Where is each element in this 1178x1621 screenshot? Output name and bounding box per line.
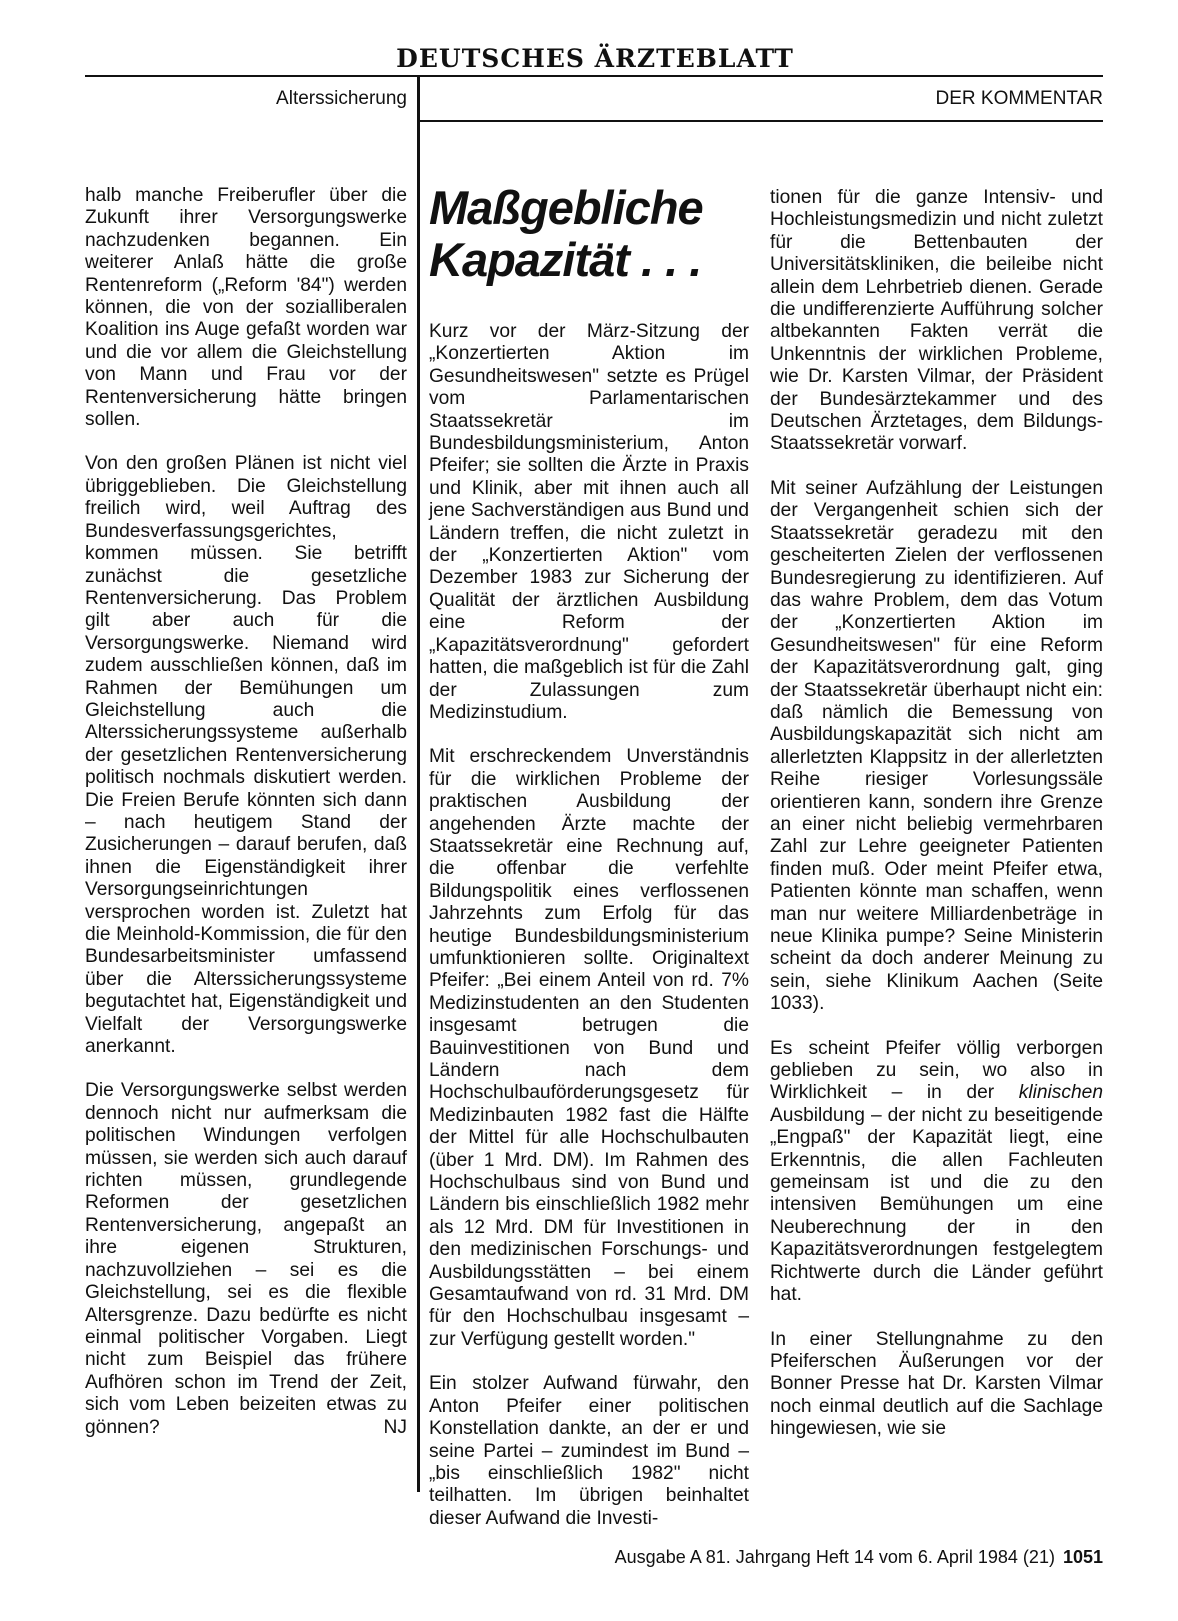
paragraph: In einer Stellungnahme zu den Pfeiferschen Äußerungen vor der Bonner Presse hat Dr. Karsten Vilmar noch einmal deutlich auf die Sachlage hingewiesen, wie sie — [770, 1328, 1103, 1440]
page-footer — [540, 1547, 1103, 1568]
author-signature: NJ — [383, 1416, 407, 1438]
masthead: DEUTSCHES ÄRZTEBLATT — [396, 44, 794, 73]
headline: Maßgebliche Kapazität . . . — [429, 181, 703, 286]
paragraph: Mit erschreckendem Unverständnis für die wirklichen Probleme der praktischen Ausbildung der angehenden Ärzte machte der Staatssekretär eine Rechnung auf, die offenbar die verfehlte Bildungspolitik eines verflossenen Jahrzehnts zum Erfolg für das heutige Bundesbildungsministerium umfunktionieren sollte. Originaltext Pfeifer: „Bei einem Anteil von rd. 7% Medizinstudenten an den Studenten insgesamt betrugen die Bauinvestitionen von Bund und Ländern nach dem Hochschulbauförderungsgesetz für Medizinbauten 1982 fast die Hälfte der Mittel für alle Hochschulbauten (über 1 Mrd. DM). Im Rahmen des Hochschulbaus sind von Bund und Ländern bis einschließlich 1982 mehr als 12 Mrd. DM für Investitionen in den medizinischen Forschungs- und Ausbildungsstätten – bei einem Gesamtaufwand von rd. 31 Mrd. DM für den Hochschulbau insgesamt – zur Verfügung gestellt worden." — [429, 746, 749, 1350]
column-middle — [429, 321, 749, 1552]
column-left — [85, 185, 407, 1461]
paragraph: Von den großen Plänen ist nicht viel übriggeblieben. Die Gleichstellung freilich wird, weil Auftrag des Bundesverfassungsgerichtes, kommen müssen. Sie betrifft zunächst die gesetzliche Rentenversicherung. Das Problem gilt aber auch für die Versorgungswerke. Niemand wird zudem ausschließen können, daß im Rahmen der Bemühungen um Gleichstellung auch die Alterssicherungssysteme außerhalb der gesetzlichen Rentenversicherung politisch nochmals diskutiert werden. Die Freien Berufe könnten sich dann – nach heutigem Stand der Zusicherungen – darauf berufen, daß ihnen die Eigenständigkeit ihrer Versorgungseinrichtungen versprochen worden ist. Zuletzt hat die Meinhold-Kommission, die für den Bundesarbeitsminister umfassend über die Alterssicherungssysteme begutachtet hat, Eigenständigkeit und Vielfalt der Versorgungswerke anerkannt. — [85, 453, 407, 1058]
paragraph-text: Ausbildung – der nicht zu beseitigende „Engpaß" der Kapazität liegt, eine Erkenntnis, die allen Fachleuten gemeinsam ist und die zu den intensiven Bemühungen um eine Neuberechnung der in den Kapazitätsverordnungen festgelegtem Richtwerte durch die Länder geführt hat. — [770, 1104, 1103, 1306]
section-label-left: Alterssicherung — [276, 88, 407, 109]
page-number: 1051 — [1062, 1547, 1103, 1567]
issue-info: Ausgabe A 81. Jahrgang Heft 14 vom 6. April 1984 (21) — [614, 1547, 1055, 1567]
paragraph: tionen für die ganze Intensiv- und Hochleistungsmedizin und nicht zuletzt für die Bettenbauten der Universitätskliniken, die beileibe nicht allein dem Lehrbetrieb dienen. Gerade die undifferenzierte Aufführung solcher altbekannten Fakten verrät die Unkenntnis der wirklichen Probleme, wie Dr. Karsten Vilmar, der Präsident der Bundesärztekammer und des Deutschen Ärztetages, dem Bildungs-Staatssekretär vorwarf. — [770, 187, 1103, 455]
section-label-right: DER KOMMENTAR — [935, 88, 1103, 109]
paragraph — [770, 1038, 1103, 1307]
column-right — [770, 187, 1103, 1463]
paragraph: Ein stolzer Aufwand fürwahr, den Anton Pfeifer einer politischen Konstellation dankte, an der er und seine Partei – zumindest im Bund – „bis einschließlich 1982" nicht teilhatten. Im übrigen beinhaltet dieser Aufwand die Investi- — [429, 1373, 749, 1529]
emphasis-text: klinischen — [1018, 1082, 1103, 1104]
paragraph: Kurz vor der März-Sitzung der „Konzertierten Aktion im Gesundheitswesen" setzte es Prügel vom Parlamentarischen Staatssekretär im Bundesbildungsministerium, Anton Pfeifer; sie sollten die Ärzte in Praxis und Klinik, aber mit ihnen auch all jene Sachverständigen aus Bund und Ländern treffen, die nicht zuletzt in der „Konzertierten Aktion" vom Dezember 1983 zur Sicherung der Qualität der ärztlichen Ausbildung eine Reform der „Kapazitätsverordnung" gefordert hatten, die maßgeblich ist für die Zahl der Zulassungen zum Medizinstudium. — [429, 321, 749, 723]
paragraph-text: Die Versorgungswerke selbst werden dennoch nicht nur aufmerksam die politischen Windungen verfolgen müssen, sie werden sich auch darauf richten müssen, grundlegende Reformen der gesetzlichen Rentenversicherung, angepaßt an ihre eigenen Strukturen, nachzuvollziehen – sei es die Gleichstellung, sei es die flexible Altersgrenze. Dazu bedürfte es nicht einmal politischer Vorgaben. Liegt nicht zum Beispiel das frühere Aufhören schon im Trend der Zeit, sich vom Leben beizeiten etwas zu gönnen? — [85, 1080, 407, 1438]
column-divider — [417, 77, 420, 1492]
paragraph: halb manche Freiberufler über die Zukunft ihrer Versorgungswerke nachzudenken begannen. Ein weiterer Anlaß hätte die große Rentenreform („Reform '84") werden können, die von der sozialliberalen Koalition ins Auge gefaßt worden war und die vor allem die Gleichstellung von Mann und Frau vor der Rentenversicherung hätte bringen sollen. — [85, 185, 407, 431]
commentary-rule — [420, 120, 1103, 122]
top-rule — [85, 75, 1103, 77]
paragraph: Mit seiner Aufzählung der Leistungen der Vergangenheit schien sich der Staatssekretär geradezu mit den gescheiterten Zielen der verflossenen Bundesregierung zu identifizieren. Auf das wahre Problem, dem das Votum der „Konzertierten Aktion im Gesundheitswesen" für eine Reform der Kapazitätsverordnung galt, ging der Staatssekretär überhaupt nicht ein: daß nämlich die Bemessung von Ausbildungskapazität sich nicht am allerletzten Klappsitz in der allerletzten Reihe riesiger Vorlesungssäle orientieren kann, sondern ihre Grenze an einer nicht beliebig vermehrbaren Zahl zur Lehre geeigneter Patienten finden muß. Oder meint Pfeifer etwa, Patienten könnte man schaffen, wenn man nur weitere Milliardenbeträge in neue Klinika pumpe? Seine Ministerin scheint da doch anderer Meinung zu sein, siehe Klinikum Aachen (Seite 1033). — [770, 477, 1103, 1015]
paragraph — [85, 1080, 407, 1439]
paragraph-text: Es scheint Pfeifer völlig verborgen geblieben zu sein, wo also in Wirklichkeit – in der — [770, 1037, 1103, 1104]
